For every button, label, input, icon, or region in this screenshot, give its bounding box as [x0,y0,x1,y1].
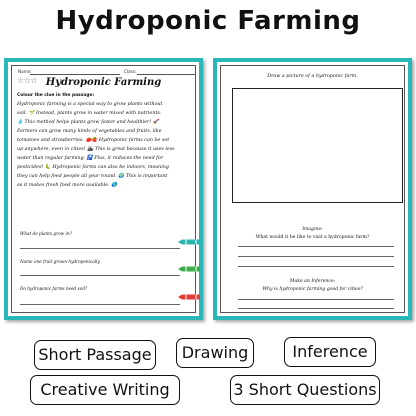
page-inner-border [220,65,405,313]
reading-passage [17,100,197,190]
red-crayon-icon [178,294,200,300]
teal-crayon-icon [178,239,200,245]
passage-line: Hydroponic farming is a special way to grow plants without [17,102,163,107]
answer-line [20,275,180,276]
question-2: Name one fruit grown hydroponically. [20,259,101,264]
passage-line: tomatoes and strawberries. 🍅🍓 Hydroponic farms can be set [17,138,170,144]
tag-inference: Inference [284,337,376,367]
inference-heading: Make an Inference: [289,279,336,284]
question-1: What do plants grow in? [20,231,72,236]
green-crayon-icon [178,266,200,272]
passage-line: Farmers can grow many kinds of vegetables and fruits, like [17,129,162,135]
class-line [137,74,195,75]
rating-stars-icon: ☆☆☆ [17,76,38,85]
tag-creative-writing: Creative Writing [30,375,180,405]
name-line [30,74,120,75]
name-label: Name: [18,69,32,74]
instruction-text: Colour the clue in the passage: [17,93,95,98]
passage-line: as it makes fresh food more available. 🌎 [17,183,118,189]
tag-drawing: Drawing [176,338,254,368]
passage-line: they can help feed people all year round. 🌍 This is important [17,174,168,180]
class-label: Class: [124,69,137,74]
passage-line: soil. 🌱 Instead, plants grow in water mixed with nutrients. [17,111,162,117]
worksheet-title: Hydroponic Farming [45,77,162,88]
page-title: Hydroponic Farming [55,6,361,36]
answer-line [20,304,180,305]
worksheet-activity-page [213,58,412,320]
answer-line [238,299,394,300]
imagine-question: What would it be like to visit a hydroponic farm? [255,235,370,240]
question-3: Do hydroponic farms need soil? [20,286,88,291]
tag-short-passage: Short Passage [34,340,156,370]
tag-3-short-questions: 3 Short Questions [230,375,380,405]
drawing-box [232,88,403,203]
worksheet-passage-page [4,58,203,320]
answer-line [238,308,394,309]
drawing-prompt: Draw a picture of a hydroponic farm. [267,74,358,79]
imagine-heading: Imagine: [302,227,323,232]
answer-line [238,246,394,247]
answer-line [20,248,180,249]
passage-line: pesticides! 🐛 Hydroponic farms can also be indoors, meaning [17,165,169,171]
passage-line: 💧 This method helps plants grow faster and healthier! 🚀 [17,120,159,126]
page-inner-border [11,65,196,313]
answer-line [238,256,394,257]
inference-question: Why is hydroponic farming good for cities? [262,287,363,292]
passage-line: water than regular farming. 🚰 Plus, it reduces the need for [17,156,164,162]
passage-line: up anywhere, even in cities! 🏙 This is great because it uses less [17,147,175,153]
answer-line [238,266,394,267]
